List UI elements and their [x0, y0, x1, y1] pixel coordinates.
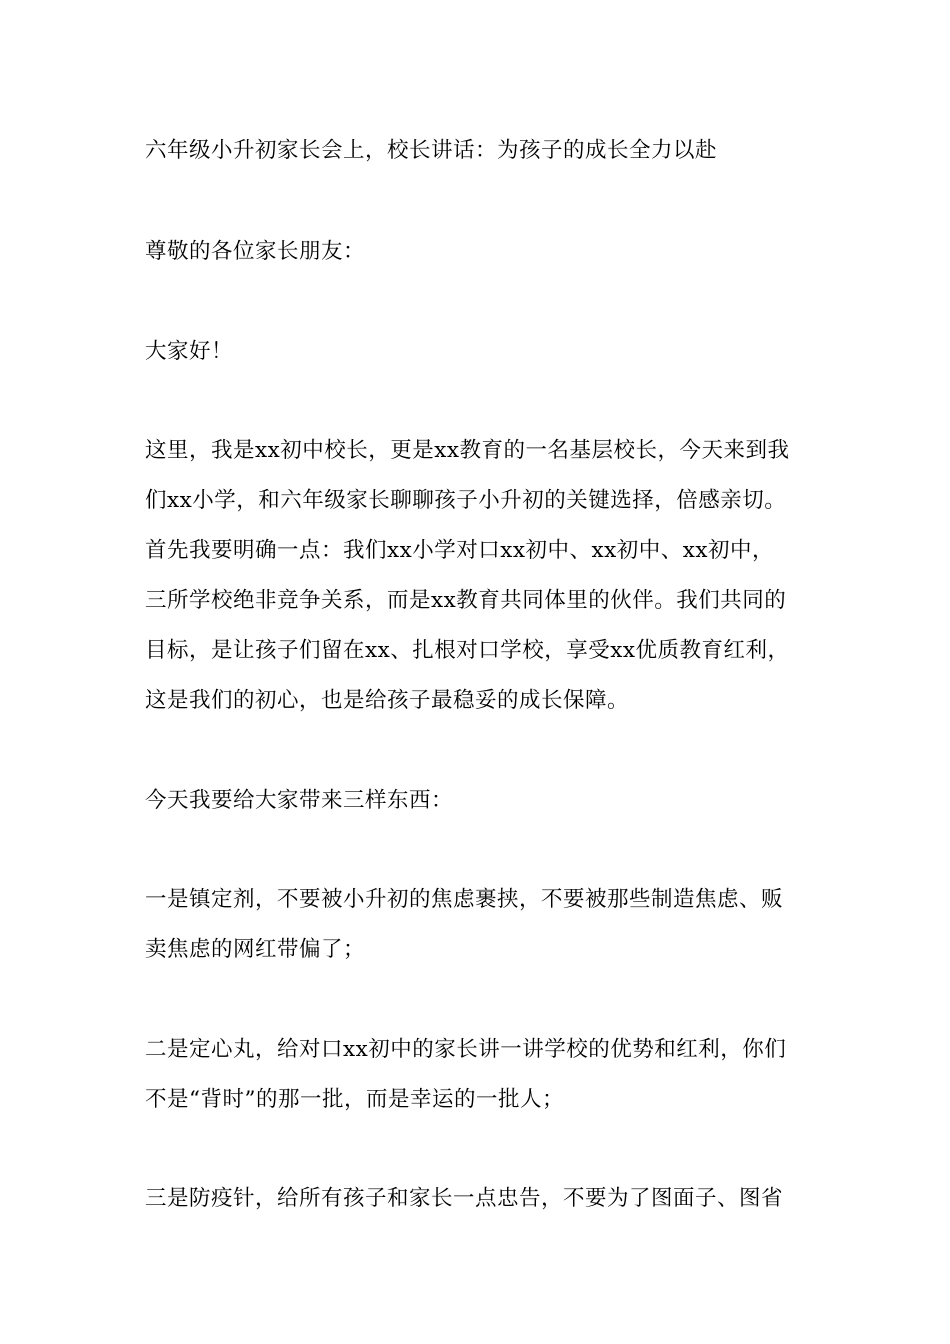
paragraph-line: 这里，我是xx初中校长，更是xx教育的一名基层校长，今天来到我	[145, 438, 790, 463]
title-line: 六年级小升初家长会上，校长讲话：为孩子的成长全力以赴	[145, 138, 718, 163]
item-vaccine	[145, 1174, 810, 1224]
item-sedative	[145, 875, 810, 975]
item-line: 一是镇定剂，不要被小升初的焦虑裹挟，不要被那些制造焦虑、贩	[145, 887, 784, 912]
item-line: 三是防疫针，给所有孩子和家长一点忠告，不要为了图面子、图省	[145, 1186, 784, 1211]
paragraph-intro-principal	[145, 426, 810, 726]
paragraph-line: 三所学校绝非竞争关系，而是xx教育共同体里的伙伴。我们共同的	[145, 588, 787, 613]
salutation	[145, 227, 810, 277]
greeting-line: 大家好！	[145, 339, 234, 364]
paragraph-line: 们xx小学，和六年级家长聊聊孩子小升初的关键选择，倍感亲切。	[145, 488, 787, 513]
item-line: 不是“背时”的那一批，而是幸运的一批人；	[145, 1087, 564, 1112]
item-reassurance	[145, 1025, 810, 1125]
paragraph-line: 目标，是让孩子们留在xx、扎根对口学校，享受xx优质教育红利，	[145, 638, 790, 663]
item-line: 二是定心丸，给对口xx初中的家长讲一讲学校的优势和红利，你们	[145, 1037, 787, 1062]
item-line: 卖焦虑的网红带偏了；	[145, 937, 366, 962]
intro-line: 今天我要给大家带来三样东西：	[145, 788, 454, 813]
paragraph-line: 这是我们的初心，也是给孩子最稳妥的成长保障。	[145, 688, 630, 713]
paragraph-line: 首先我要明确一点：我们xx小学对口xx初中、xx初中、xx初中，	[145, 538, 775, 563]
salutation-line: 尊敬的各位家长朋友：	[145, 239, 366, 264]
greeting	[145, 327, 810, 377]
document-title	[145, 126, 810, 176]
three-things-intro	[145, 776, 810, 826]
